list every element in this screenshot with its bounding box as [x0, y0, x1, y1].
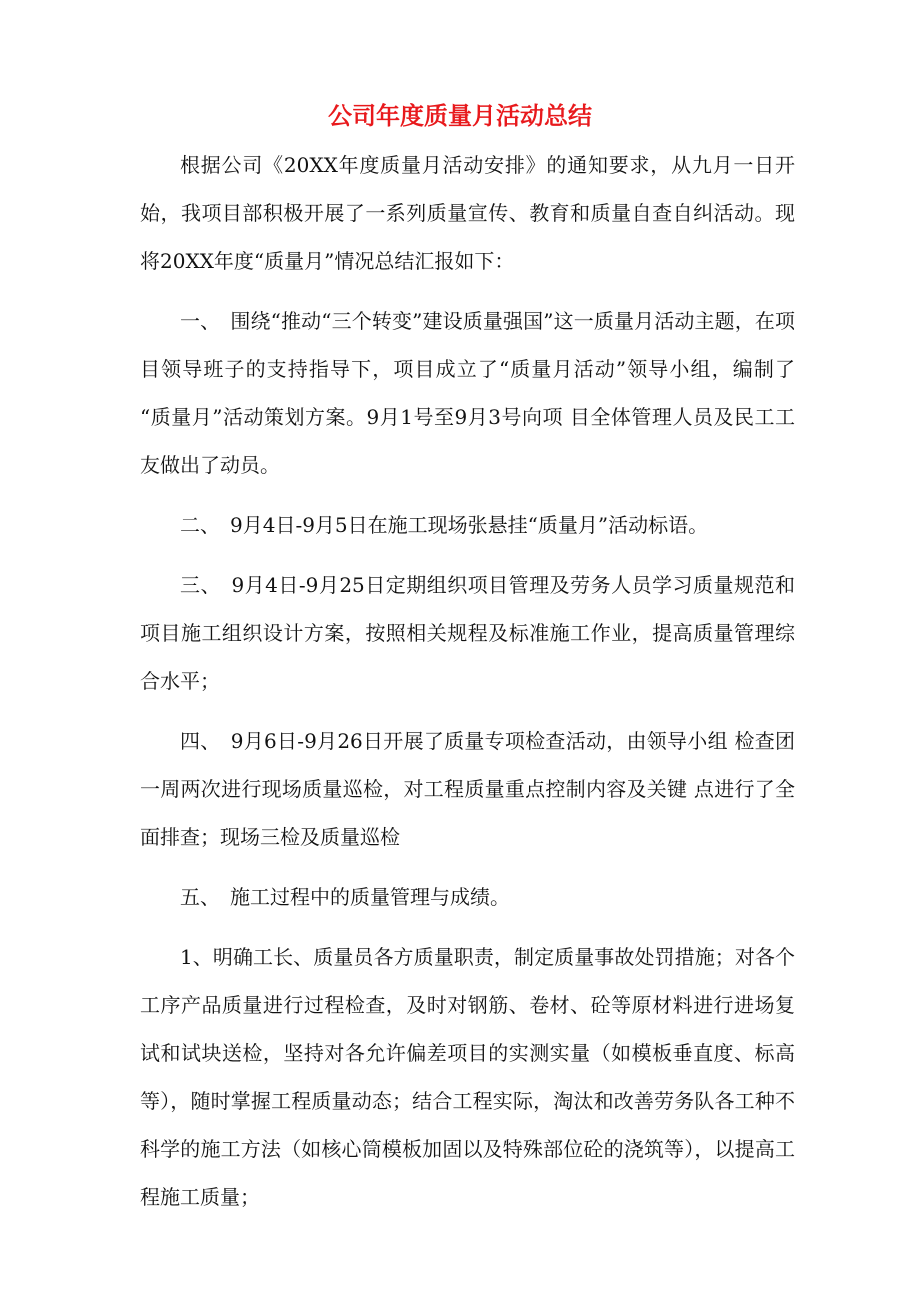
paragraph-section-2: 二、 9月4日-9月5日在施工现场张悬挂“质量月”活动标语。 — [180, 513, 709, 537]
paragraph-section-3: 三、 9月4日-9月25日定期组织项目管理及劳务人员学习质量规范和项目施工组织设计方案，按照相关规程及标准施工作业，提高质量管理综合水平； — [140, 573, 795, 693]
document-body — [140, 141, 795, 1221]
paragraph-section-1: 一、 围绕“推动“三个转变”建设质量强国”这一质量月活动主题，在项目领导班子的支持指导下，项目成立了“质量月活动”领导小组，编制了 “质量月”活动策划方案。9月1号至9月3号向项 目全体管理人员及民工工友做出了动员。 — [140, 309, 795, 477]
document-title: 公司年度质量月活动总结 — [328, 102, 592, 130]
paragraph-section-4: 四、 9月6日-9月26日开展了质量专项检查活动，由领导小组 检查团一周两次进行现场质量巡检，对工程质量重点控制内容及关键 点进行了全面排查；现场三检及质量巡检 — [140, 729, 795, 849]
paragraph-item-1: 1、明确工长、质量员各方质量职责，制定质量事故处罚措施；对各个工序产品质量进行过程检查，及时对钢筋、卷材、砼等原材料进行进场复试和试块送检，坚持对各允许偏差项目的实测实量（如模板垂直度、标高等），随时掌握工程质量动态；结合工程实际，淘汰和改善劳务队各工种不科学的施工方法（如核心筒模板加固以及特殊部位砼的浇筑等），以提高工程施工质量； — [140, 945, 795, 1209]
paragraph-intro: 根据公司《20XX年度质量月活动安排》的通知要求，从九月一日开始，我项目部积极开展了一系列质量宣传、教育和质量自查自纠活动。现将20XX年度“质量月”情况总结汇报如下： — [140, 153, 795, 273]
paragraph-section-5: 五、 施工过程中的质量管理与成绩。 — [180, 885, 510, 909]
